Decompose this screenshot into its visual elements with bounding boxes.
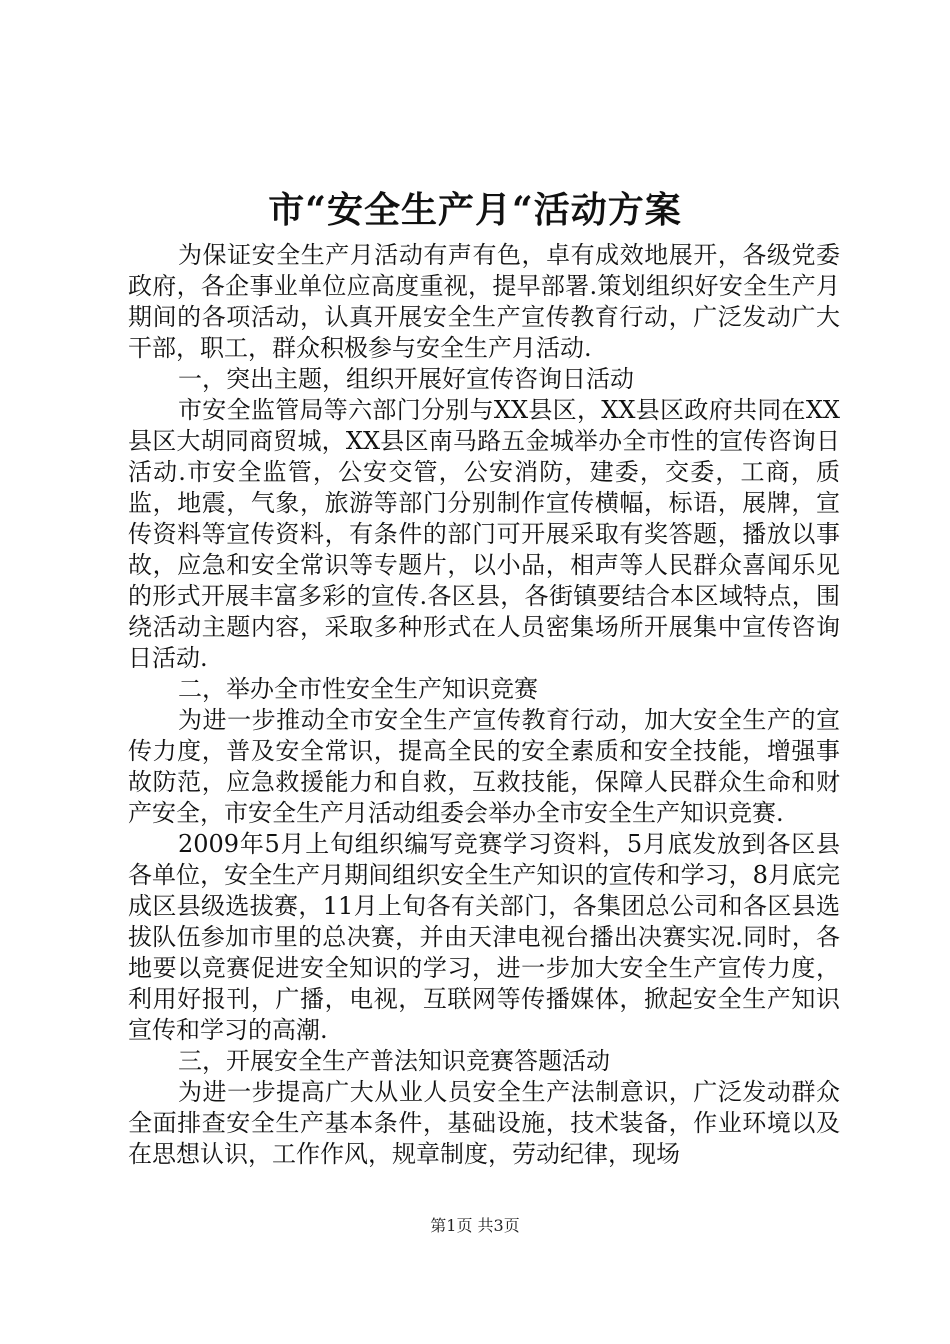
section-2-paragraph-2: 2009年5月上旬组织编写竞赛学习资料，5月底发放到各区县各单位，安全生产月期间组织安全生产知识的宣传和学习，8月底完成区县级选拔赛，11月上旬各有关部门，各集团总公司和各区县选拔队伍参加市里的总决赛，并由天津电视台播出决赛实况.同时，各地要以竞赛促进安全知识的学习，进一步加大安全生产宣传力度，利用好报刊，广播，电视，互联网等传播媒体，掀起安全生产知识宣传和学习的高潮. <box>128 830 840 1044</box>
page-number-footer: 第1页 共3页 <box>430 1216 520 1235</box>
section-heading-3: 三，开展安全生产普法知识竞赛答题活动 <box>178 1047 610 1075</box>
section-heading-2: 二，举办全市性安全生产知识竞赛 <box>178 675 538 703</box>
document-title: 市“安全生产月“活动方案 <box>268 189 682 231</box>
section-1-paragraph: 市安全监管局等六部门分别与XX县区，XX县区政府共同在XX县区大胡同商贸城，XX县区南马路五金城举办全市性的宣传咨询日活动.市安全监管，公安交管，公安消防，建委，交委，工商，质监，地震，气象，旅游等部门分别制作宣传横幅，标语，展牌，宣传资料等宣传资料，有条件的部门可开展采取有奖答题，播放以事故，应急和安全常识等专题片，以小品，相声等人民群众喜闻乐见的形式开展丰富多彩的宣传.各区县，各街镇要结合本区域特点，围绕活动主题内容，采取多种形式在人员密集场所开展集中宣传咨询日活动. <box>128 396 840 672</box>
intro-paragraph: 为保证安全生产月活动有声有色，卓有成效地展开，各级党委政府，各企事业单位应高度重视，提早部署.策划组织好安全生产月期间的各项活动，认真开展安全生产宣传教育行动，广泛发动广大干部，职工，群众积极参与安全生产月活动. <box>128 241 840 362</box>
document-body <box>128 240 840 1170</box>
section-2-paragraph-1: 为进一步推动全市安全生产宣传教育行动，加大安全生产的宣传力度，普及安全常识，提高全民的安全素质和安全技能，增强事故防范，应急救援能力和自救，互救技能，保障人民群众生命和财产安全，市安全生产月活动组委会举办全市安全生产知识竞赛. <box>128 706 840 827</box>
section-heading-1: 一，突出主题，组织开展好宣传咨询日活动 <box>178 365 634 393</box>
section-3-paragraph: 为进一步提高广大从业人员安全生产法制意识，广泛发动群众全面排查安全生产基本条件，基础设施，技术装备，作业环境以及在思想认识，工作作风，规章制度，劳动纪律，现场 <box>128 1078 840 1168</box>
